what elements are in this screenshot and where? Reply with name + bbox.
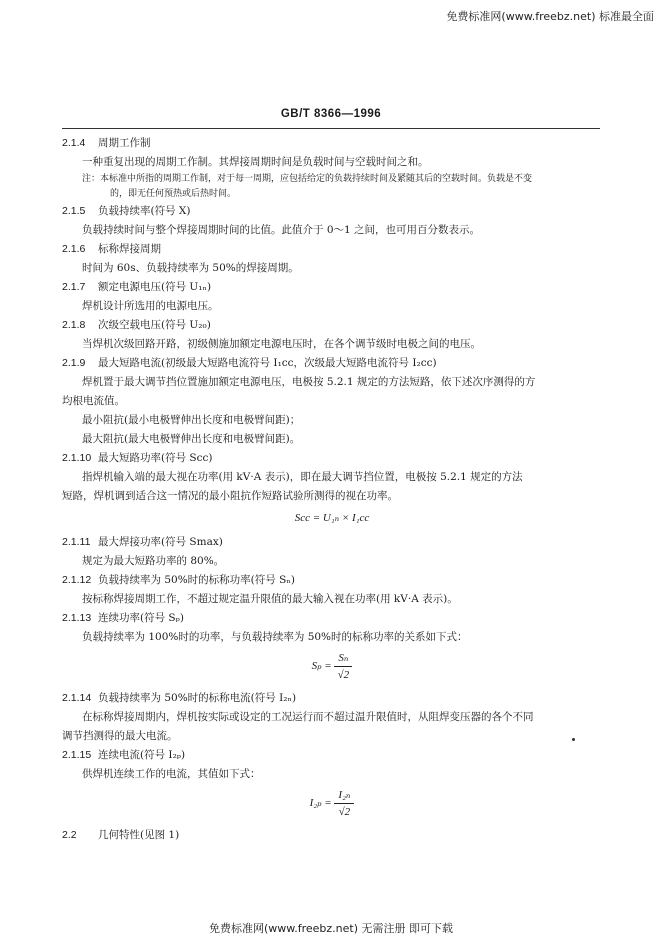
- section-2-1-4-body: 一种重复出现的周期工作制。其焊接周期时间是负载时间与空载时间之和。: [82, 156, 429, 168]
- section-number: 2.1.5: [62, 205, 86, 217]
- top-watermark: 免费标准网(www.freebz.net) 标准最全面: [446, 10, 654, 23]
- section-2-1-9-item-1: 最小阻抗(最小电极臂伸出长度和电极臂间距)；: [82, 414, 301, 426]
- section-2-1-11-body: 规定为最大短路功率的 80%。: [82, 555, 225, 567]
- section-2-1-8-body: 当焊机次级回路开路，初级侧施加额定电源电压时，在各个调节级时电极之间的电压。: [82, 338, 481, 350]
- section-title: 周期工作制: [98, 137, 151, 149]
- section-title: 标称焊接周期: [98, 243, 161, 255]
- section-2-1-8-heading: [62, 316, 602, 335]
- section-title: 几何特性(见图 1): [98, 829, 180, 841]
- scan-speck: [572, 738, 575, 741]
- section-2-1-15-heading: [62, 746, 602, 765]
- section-2-1-12-heading: [62, 571, 602, 590]
- section-number: 2.1.6: [62, 243, 86, 255]
- section-title: 额定电源电压(符号 U₁ₙ): [98, 281, 212, 293]
- section-2-1-10-body-line-2: 短路，焊机调到适合这一情况的最小阻抗作短路试验所测得的视在功率。: [62, 490, 398, 502]
- section-2-1-9-body-line-2: 均根电流值。: [62, 395, 125, 407]
- section-number: 2.1.14: [62, 692, 92, 704]
- section-2-2-heading: [62, 826, 602, 845]
- section-number: 2.1.7: [62, 281, 86, 293]
- section-2-1-14-body-line-2: 调节挡测得的最大电流。: [62, 730, 178, 742]
- section-2-1-5-body: 负载持续时间与整个焊接周期时间的比值。此值介于 0～1 之间，也可用百分数表示。: [82, 224, 481, 236]
- section-number: 2.1.12: [62, 574, 92, 586]
- fraction: [334, 650, 352, 683]
- section-2-1-11-heading: [62, 533, 602, 552]
- section-number: 2.1.13: [62, 612, 92, 624]
- fraction-numerator: I₂ₙ: [334, 787, 354, 804]
- section-2-1-15-body: 供焊机连续工作的电流，其值如下式：: [82, 768, 261, 780]
- formula-sp: [62, 650, 602, 683]
- fraction: [334, 787, 354, 820]
- section-2-1-9-item-2: 最大阻抗(最大电极臂伸出长度和电极臂间距)。: [82, 433, 301, 445]
- document-body: [62, 128, 602, 845]
- section-2-1-5-heading: [62, 202, 602, 221]
- note-line-1: 注：本标准中所指的周期工作制，对于每一周期，应包括给定的负载持续时间及紧随其后的空载时间。负载是不变: [82, 174, 533, 184]
- section-title: 最大短路功率(符号 Scc): [98, 452, 213, 464]
- section-2-1-10-heading: [62, 449, 602, 468]
- section-number: 2.1.8: [62, 319, 86, 331]
- section-number: 2.1.4: [62, 137, 86, 149]
- section-number: 2.1.9: [62, 357, 86, 369]
- section-2-1-6-body: 时间为 60s、负载持续率为 50%的焊接周期。: [82, 262, 299, 274]
- section-2-1-9-body-line-1: 焊机置于最大调节挡位置施加额定电源电压，电极按 5.2.1 规定的方法短路，依下述次序测得的方: [82, 376, 536, 388]
- section-title: 负载持续率为 50%时的标称电流(符号 I₂ₙ): [98, 692, 297, 704]
- section-title: 负载持续率(符号 X): [98, 205, 191, 217]
- section-2-1-4-note: [62, 172, 602, 202]
- section-title: 连续电流(符号 I₂ₚ): [98, 749, 186, 761]
- section-title: 连续功率(符号 Sₚ): [98, 612, 184, 624]
- fraction-denominator: √2: [337, 669, 350, 681]
- formula-i2p: [62, 787, 602, 820]
- bottom-watermark: 免费标准网(www.freebz.net) 无需注册 即可下载: [208, 922, 454, 935]
- section-2-1-7-heading: [62, 278, 602, 297]
- section-title: 次级空载电压(符号 U₂₀): [98, 319, 211, 331]
- section-number: 2.1.15: [62, 749, 92, 761]
- section-number: 2.2: [62, 829, 77, 841]
- section-2-1-13-body: 负载持续率为 100%时的功率，与负载持续率为 50%时的标称功率的关系如下式：: [82, 631, 468, 643]
- section-2-1-14-body-line-1: 在标称焊接周期内，焊机按实际或设定的工况运行而不超过温升限值时，从阻焊变压器的各个不同: [82, 711, 534, 723]
- formula-lhs: I₂ₚ =: [309, 797, 332, 810]
- section-2-1-13-heading: [62, 609, 602, 628]
- section-2-1-6-heading: [62, 240, 602, 259]
- section-number: 2.1.11: [62, 536, 91, 548]
- section-title: 最大短路电流(初级最大短路电流符号 I₁cc，次级最大短路电流符号 I₂cc): [98, 357, 437, 369]
- formula-lhs: Sₚ =: [311, 660, 332, 673]
- section-2-1-7-body: 焊机设计所选用的电源电压。: [82, 300, 219, 312]
- section-2-1-4-heading: [62, 134, 602, 153]
- section-number: 2.1.10: [62, 452, 92, 464]
- formula-scc: Scc = U₁ₙ × I₁cc: [294, 512, 370, 524]
- fraction-numerator: Sₙ: [334, 650, 352, 667]
- section-title: 负载持续率为 50%时的标称功率(符号 Sₙ): [98, 574, 295, 586]
- section-2-1-12-body: 按标称焊接周期工作，不超过规定温升限值的最大输入视在功率(用 kV·A 表示)。: [82, 593, 458, 605]
- fraction-denominator: √2: [338, 806, 351, 818]
- standard-header: GB/T 8366—1996: [280, 108, 382, 120]
- section-2-1-14-heading: [62, 689, 602, 708]
- section-title: 最大焊接功率(符号 Smax): [98, 536, 223, 548]
- section-2-1-10-body-line-1: 指焊机输入端的最大视在功率(用 kV·A 表示)，即在最大调节挡位置，电极按 5.2.1 规定的方法: [82, 471, 523, 483]
- section-2-1-9-heading: [62, 354, 602, 373]
- note-line-2: 的，即无任何预热或后热时间。: [110, 189, 237, 199]
